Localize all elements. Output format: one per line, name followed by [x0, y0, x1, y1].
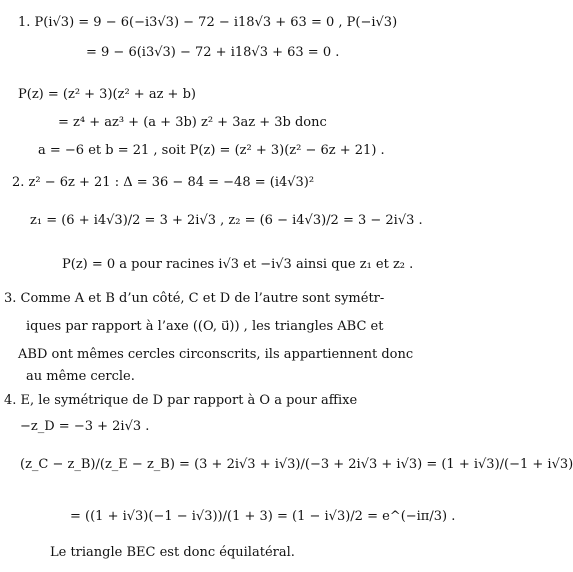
line-3: P(z) = (z² + 3)(z² + az + b) [18, 87, 196, 102]
line-16: = ((1 + i√3)(−1 − i√3))/(1 + 3) = (1 − i√3)/2 = e^(−iπ/3) . [70, 509, 456, 524]
line-15: (z_C − z_B)/(z_E − z_B) = (3 + 2i√3 + i√3)/(−3 + 2i√3 + i√3) = (1 + i√3)/(−1 + i√3) [20, 457, 573, 472]
line-13: 4. E, le symétrique de D par rapport à O a pour affixe [4, 393, 358, 408]
line-5: a = −6 et b = 21 , soit P(z) = (z² + 3)(z² − 6z + 21) . [38, 143, 385, 158]
line-10: iques par rapport à l’axe ((O, u⃗)) , les triangles ABC et [26, 319, 384, 334]
line-2: = 9 − 6(i3√3) − 72 + i18√3 + 63 = 0 . [86, 45, 340, 60]
line-1: 1. P(i√3) = 9 − 6(−i3√3) − 72 − i18√3 + 63 = 0 , P(−i√3) [18, 15, 398, 30]
line-17: Le triangle BEC est donc équilatéral. [50, 545, 295, 560]
line-6: 2. z² − 6z + 21 : Δ = 36 − 84 = −48 = (i4√3)² [12, 175, 315, 190]
line-4: = z⁴ + az³ + (a + 3b) z² + 3az + 3b donc [58, 115, 327, 130]
line-7: z₁ = (6 + i4√3)/2 = 3 + 2i√3 , z₂ = (6 − i4√3)/2 = 3 − 2i√3 . [30, 213, 423, 228]
line-12: au même cercle. [26, 369, 135, 384]
line-9: 3. Comme A et B d’un côté, C et D de l’autre sont symétr- [4, 291, 385, 306]
line-8: P(z) = 0 a pour racines i√3 et −i√3 ainsi que z₁ et z₂ . [62, 257, 414, 272]
line-11: ABD ont mêmes cercles circonscrits, ils appartiennent donc [18, 347, 414, 362]
line-14: −z_D = −3 + 2i√3 . [20, 419, 150, 434]
